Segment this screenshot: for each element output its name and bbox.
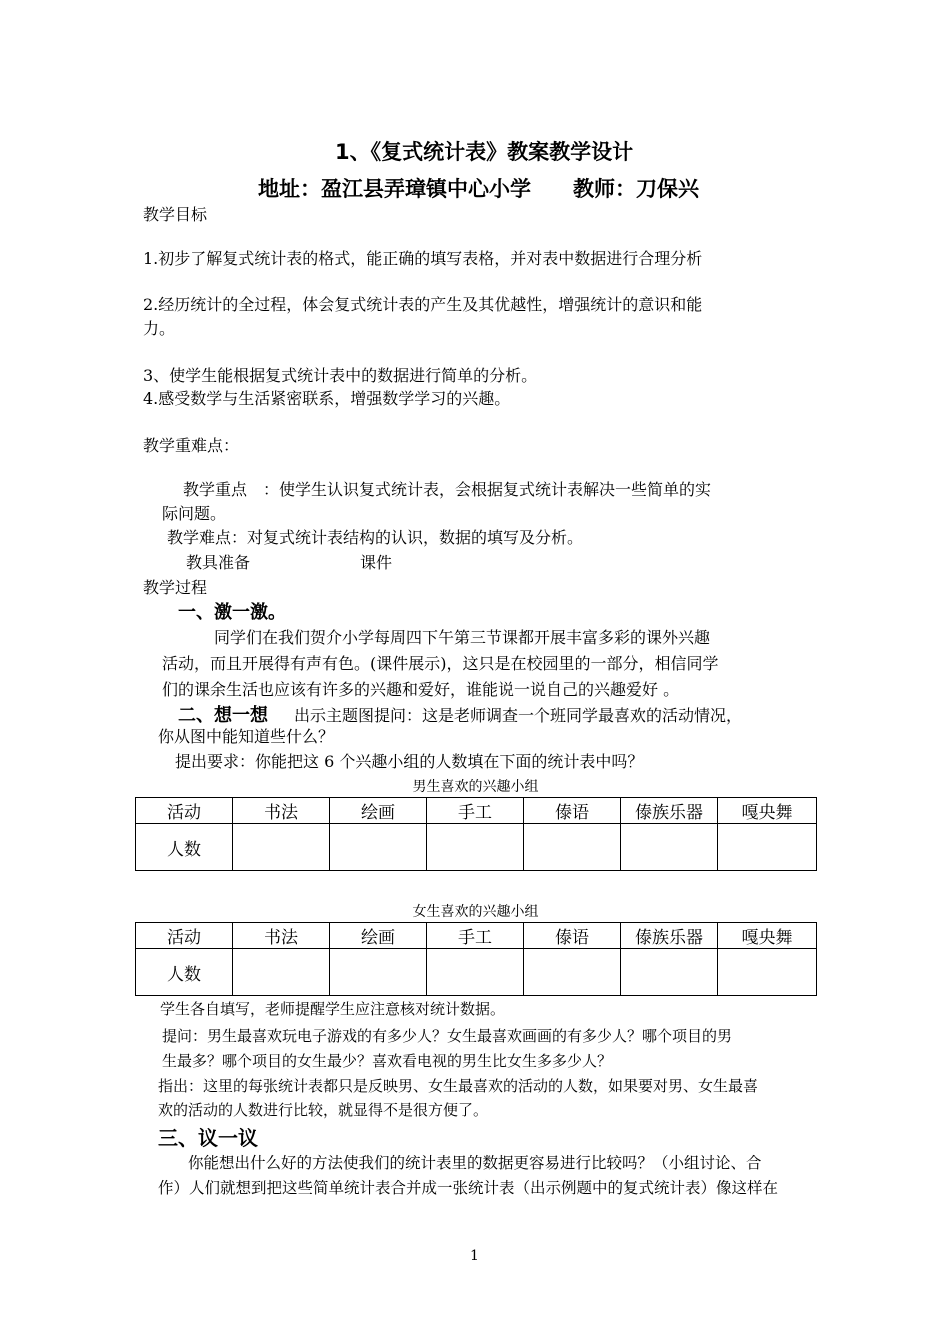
header-cell: 手工 — [427, 923, 524, 949]
section-3-line2: 作）人们就想到把这些简单统计表合并成一张统计表（出示例题中的复式统计表）像这样在 — [158, 1179, 779, 1197]
table-1-caption: 男生喜欢的兴趣小组 — [412, 779, 539, 795]
header-cell: 傣语 — [524, 798, 621, 824]
document-subtitle: 地址：盈江县弄璋镇中心小学 教师：刀保兴 — [258, 177, 699, 201]
section-2-line3: 提出要求：你能把这 6 个兴趣小组的人数填在下面的统计表中吗？ — [175, 752, 644, 771]
data-cell — [718, 824, 817, 871]
section-3-title: 三、议一议 — [158, 1126, 258, 1150]
girls-interest-table — [135, 922, 817, 996]
point-out-line1: 指出：这里的每张统计表都只是反映男、女生最喜欢的活动的人数，如果要对男、女生最喜 — [158, 1077, 759, 1095]
data-cell — [427, 949, 524, 996]
header-cell: 绘画 — [330, 798, 427, 824]
data-cell — [330, 949, 427, 996]
key-point-line2: 际问题。 — [162, 504, 227, 523]
question-line2: 生最多？哪个项目的女生最少？喜欢看电视的男生比女生多多少人？ — [162, 1052, 613, 1070]
boys-interest-table — [135, 797, 817, 871]
question-line1: 提问：男生最喜欢玩电子游戏的有多少人？女生最喜欢画画的有多少人？哪个项目的男 — [162, 1027, 733, 1045]
header-cell: 嘎央舞 — [718, 798, 817, 824]
section-3-line1: 你能想出什么好的方法使我们的统计表里的数据更容易进行比较吗？（小组讨论、合 — [188, 1154, 762, 1172]
data-cell — [621, 824, 718, 871]
section-2-line1: 出示主题图提问：这是老师调查一个班同学最喜欢的活动情况， — [294, 706, 743, 725]
goal-item-3: 3、使学生能根据复式统计表中的数据进行简单的分析。 — [143, 366, 538, 385]
table-row — [136, 949, 817, 996]
goal-item-1: 1.初步了解复式统计表的格式，能正确的填写表格，并对表中数据进行合理分析 — [143, 249, 703, 268]
header-cell: 绘画 — [330, 923, 427, 949]
goal-item-4: 4.感受数学与生活紧密联系，增强数学学习的兴趣。 — [143, 389, 511, 408]
data-cell — [621, 949, 718, 996]
header-cell: 傣族乐器 — [621, 798, 718, 824]
table-row — [136, 824, 817, 871]
goal-item-2-line1: 2.经历统计的全过程，体会复式统计表的产生及其优越性，增强统计的意识和能 — [143, 295, 703, 314]
header-cell: 手工 — [427, 798, 524, 824]
data-cell — [718, 949, 817, 996]
header-cell: 书法 — [233, 798, 330, 824]
fill-in-note: 学生各自填写，老师提醒学生应注意核对统计数据。 — [160, 1000, 506, 1018]
data-cell — [233, 949, 330, 996]
page-number: 1 — [470, 1248, 479, 1264]
section-1-line3: 们的课余生活也应该有许多的兴趣和爱好，谁能说一说自己的兴趣爱好 。 — [162, 680, 680, 699]
section-1-line1: 同学们在我们贺介小学每周四下午第三节课都开展丰富多彩的课外兴趣 — [214, 628, 711, 647]
data-cell — [233, 824, 330, 871]
key-heading: 教学重难点： — [143, 436, 240, 455]
point-out-line2: 欢的活动的人数进行比较，就显得不是很方便了。 — [158, 1101, 489, 1119]
tools-value: 课件 — [360, 553, 393, 572]
goal-item-2-line2: 力。 — [143, 319, 176, 338]
goals-heading: 教学目标 — [143, 205, 208, 224]
section-1-line2: 活动，而且开展得有声有色。(课件展示)，这只是在校园里的一部分，相信同学 — [162, 654, 719, 673]
process-heading: 教学过程 — [143, 578, 208, 597]
document-title: 1、《复式统计表》教案教学设计 — [335, 140, 634, 164]
section-1-title: 一、激一激。 — [178, 602, 286, 623]
tools-label: 教具准备 — [186, 553, 251, 572]
table-header-row — [136, 923, 817, 949]
header-cell: 活动 — [136, 923, 233, 949]
data-cell — [524, 824, 621, 871]
row-label: 人数 — [136, 949, 233, 996]
table-2-caption: 女生喜欢的兴趣小组 — [412, 904, 539, 920]
data-cell — [330, 824, 427, 871]
section-2-title: 二、想一想 — [178, 705, 268, 726]
data-cell — [427, 824, 524, 871]
header-cell: 傣族乐器 — [621, 923, 718, 949]
header-cell: 嘎央舞 — [718, 923, 817, 949]
header-cell: 傣语 — [524, 923, 621, 949]
difficulty-text: 教学难点：对复式统计表结构的认识，数据的填写及分析。 — [167, 528, 584, 547]
row-label: 人数 — [136, 824, 233, 871]
header-cell: 书法 — [233, 923, 330, 949]
key-point-line1: 教学重点 ：使学生认识复式统计表，会根据复式统计表解决一些简单的实 — [183, 480, 712, 499]
header-cell: 活动 — [136, 798, 233, 824]
data-cell — [524, 949, 621, 996]
section-2-line2: 你从图中能知道些什么？ — [158, 727, 335, 746]
table-header-row — [136, 798, 817, 824]
